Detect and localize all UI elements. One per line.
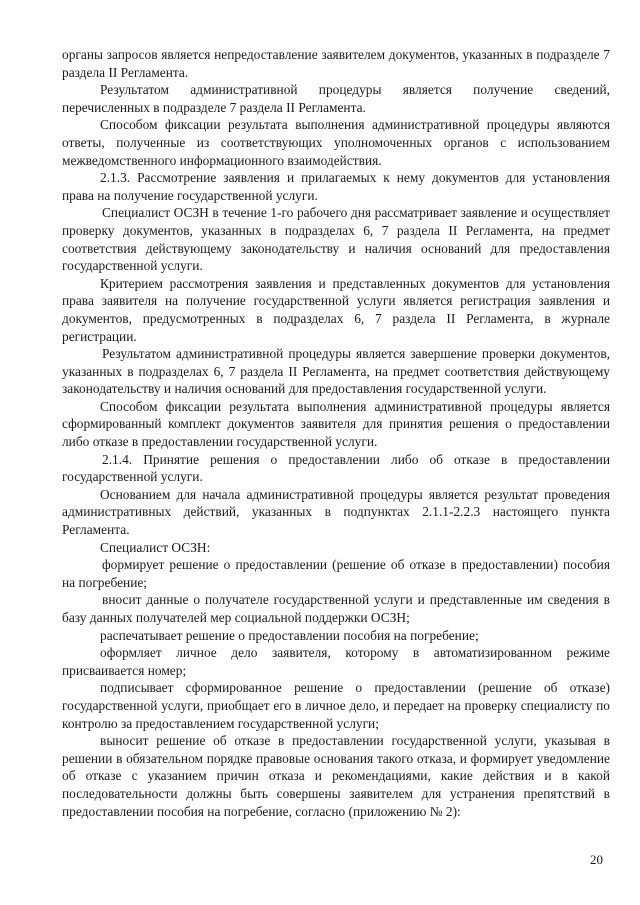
list-item: выносит решение об отказе в предоставлении государственной услуги, указывая в решении в обязательном порядке правовые основания такого отказа, и формирует уведомление об отказе с указанием причин отказа и рекомендациями, какие действия и в какой последовательности должны быть совершены заявителем для устранения препятствий в предоставлении пособия на погребение, согласно (приложению № 2): <box>62 733 610 819</box>
paragraph: Основанием для начала административной процедуры является результат проведения административных действий, указанных в подпунктах 2.1.1-2.2.3 настоящего пункта Регламента. <box>62 486 610 538</box>
list-item: оформляет личное дело заявителя, которому в автоматизированном режиме присваивается номер; <box>62 645 610 678</box>
paragraph: Способом фиксации результата выполнения административной процедуры является сформированный комплект документов заявителя для принятия решения о предоставлении либо отказе в предоставлении государственной услуги. <box>62 398 610 450</box>
section-heading-2-1-4: 2.1.4. Принятие решения о предоставлении либо об отказе в предоставлении государственной услуги. <box>62 451 610 485</box>
paragraph: Способом фиксации результата выполнения административной процедуры являются ответы, полученные из соответствующих уполномоченных органов с использованием межведомственного информационного взаимодействия. <box>62 117 610 168</box>
section-heading-2-1-3: 2.1.3. Рассмотрение заявления и прилагаемых к нему документов для установления права на получение государственной услуги. <box>62 170 610 203</box>
list-item: формирует решение о предоставлении (решение об отказе в предоставлении) пособия на погребение; <box>62 557 610 590</box>
paragraph: Результатом административной процедуры является получение сведений, перечисленных в подразделе 7 раздела II Регламента. <box>62 82 610 115</box>
paragraph: органы запросов является непредоставление заявителем документов, указанных в подразделе 7 раздела II Регламента. <box>62 47 610 80</box>
paragraph: Критерием рассмотрения заявления и представленных документов для установления права заявителя на получение государственной услуги является регистрация заявления и документов, предусмотренных в подразделах 6, 7 раздела II Регламента, в журнале регистрации. <box>62 275 610 344</box>
list-item: распечатывает решение о предоставлении пособия на погребение; <box>100 627 479 643</box>
paragraph: Результатом административной процедуры является завершение проверки документов, указанных в подразделах 6, 7 раздела II Регламента, на предмет соответствия действующему законодательству и наличия оснований для предоставления государственной услуги. <box>62 346 610 397</box>
list-item: вносит данные о получателе государственной услуги и представленные им сведения в базу данных получателей мер социальной поддержки ОСЗН; <box>62 592 610 625</box>
list-item: подписывает сформированное решение о предоставлении (решение об отказе) государственной услуги, приобщает его в личное дело, и передает на проверку специалисту по контролю за предоставлением государственной услуги; <box>62 680 610 731</box>
paragraph: Специалист ОСЗН в течение 1-го рабочего дня рассматривает заявление и осуществляет проверку документов, указанных в подразделах 6, 7 раздела II Регламента, на предмет соответствия действующему законодательству и наличия оснований для предоставления государственной услуги. <box>62 205 610 274</box>
document-body <box>62 46 610 820</box>
paragraph: Специалист ОСЗН: <box>100 539 211 555</box>
page-number: 20 <box>590 852 603 867</box>
